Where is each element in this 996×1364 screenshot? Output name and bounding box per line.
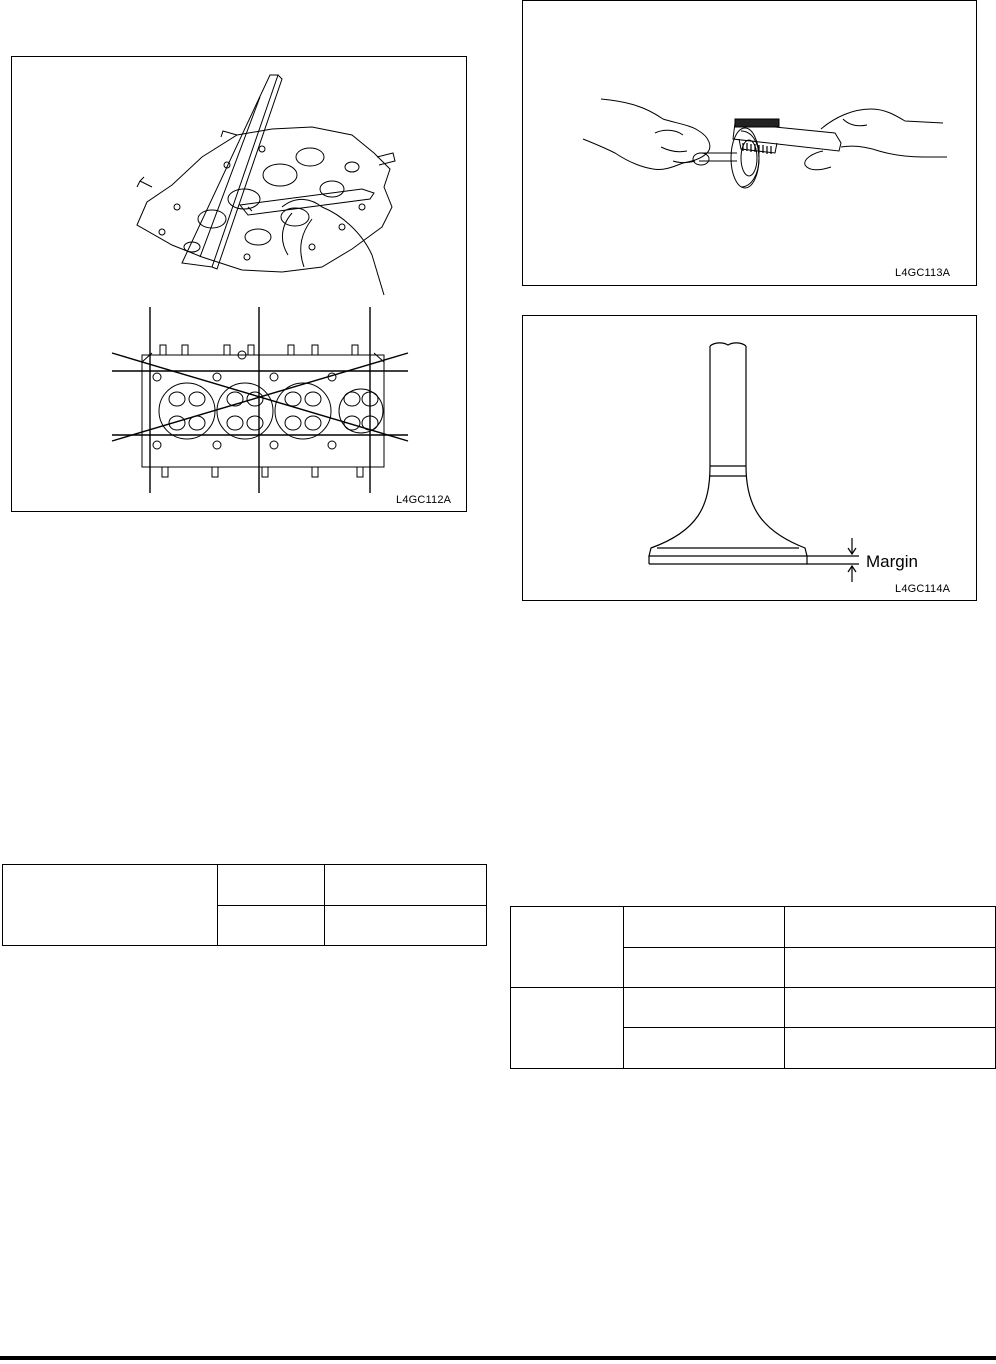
table-cell <box>624 948 785 988</box>
table-cell <box>785 1028 996 1069</box>
table-row <box>511 988 996 1028</box>
figure-code: L4GC114A <box>895 583 951 595</box>
table-cell <box>218 865 325 906</box>
table-cell <box>325 906 487 946</box>
spec-table-right <box>510 906 996 1069</box>
valve-brush-illustration <box>523 1 978 287</box>
margin-label: Margin <box>866 552 918 571</box>
table-cell <box>624 1028 785 1069</box>
table-cell <box>511 907 624 988</box>
table-cell <box>624 988 785 1028</box>
figure-valve-cleaning <box>522 0 977 286</box>
cylinder-head-illustration <box>12 57 468 513</box>
table-cell <box>785 948 996 988</box>
footer-rule <box>0 1356 996 1360</box>
table-cell <box>785 907 996 948</box>
figure-code: L4GC113A <box>895 267 951 279</box>
figure-code: L4GC112A <box>396 494 452 506</box>
table-cell <box>785 988 996 1028</box>
table-cell <box>218 906 325 946</box>
table-cell <box>325 865 487 906</box>
figure-cylinder-head-flatness <box>11 56 467 512</box>
spec-table-left <box>2 864 487 946</box>
table-cell <box>511 988 624 1069</box>
table-cell <box>624 907 785 948</box>
table-cell <box>3 865 218 946</box>
table-row <box>511 907 996 948</box>
figure-valve-margin <box>522 315 977 601</box>
table-row <box>3 865 487 906</box>
